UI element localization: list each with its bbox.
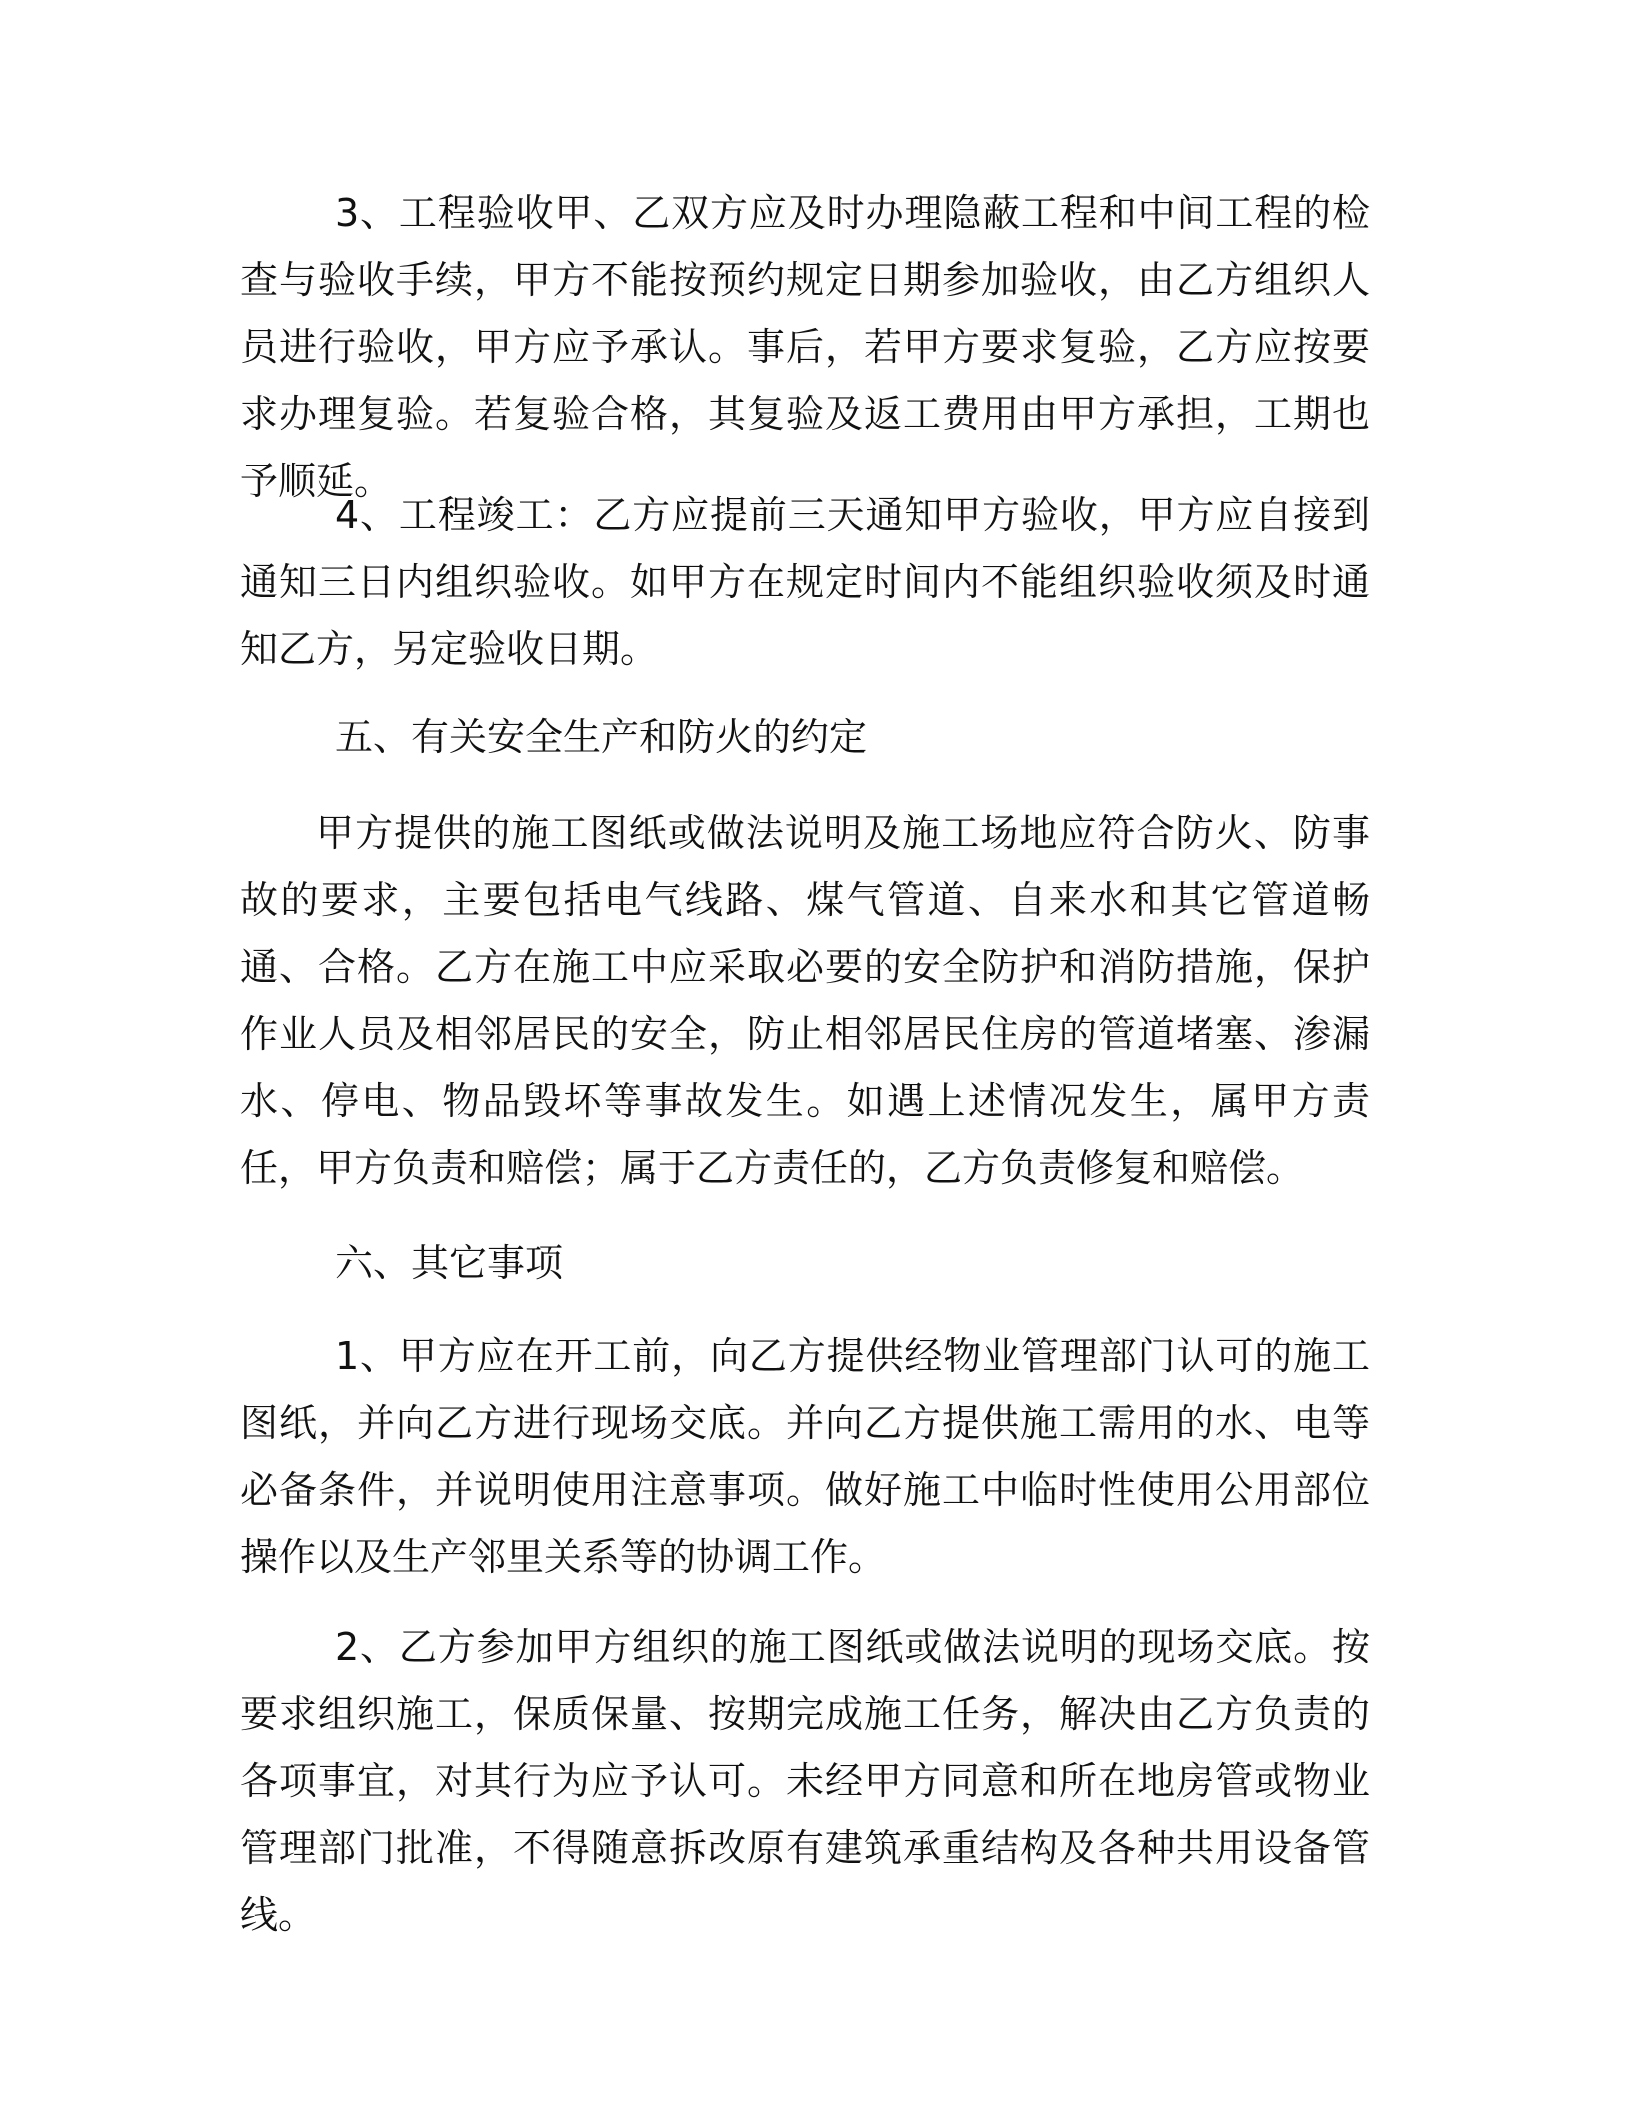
section-6-item-2: 2、乙方参加甲方组织的施工图纸或做法说明的现场交底。按要求组织施工，保质保量、按期完成施工任务，解决由乙方负责的各项事宜，对其行为应予认可。未经甲方同意和所在地房管或物业管理部门批准，不得随意拆改原有建筑承重结构及各种共用设备管线。 xyxy=(240,1625,1370,1937)
section-6-heading: 六、其它事项 xyxy=(335,1241,564,1285)
clause-3-acceptance: 3、工程验收甲、乙双方应及时办理隐蔽工程和中间工程的检查与验收手续，甲方不能按预约规定日期参加验收，由乙方组织人员进行验收，甲方应予承认。事后，若甲方要求复验，乙方应按要求办理复验。若复验合格，其复验及返工费用由甲方承担，工期也予顺延。 xyxy=(240,191,1370,503)
clause-4-completion: 4、工程竣工：乙方应提前三天通知甲方验收，甲方应自接到通知三日内组织验收。如甲方在规定时间内不能组织验收须及时通知乙方，另定验收日期。 xyxy=(240,493,1370,671)
section-6-item-1: 1、甲方应在开工前，向乙方提供经物业管理部门认可的施工图纸，并向乙方进行现场交底。并向乙方提供施工需用的水、电等必备条件，并说明使用注意事项。做好施工中临时性使用公用部位操作以及生产邻里关系等的协调工作。 xyxy=(240,1334,1370,1579)
section-5-heading: 五、有关安全生产和防火的约定 xyxy=(335,715,868,759)
section-5-body: 甲方提供的施工图纸或做法说明及施工场地应符合防火、防事故的要求，主要包括电气线路、煤气管道、自来水和其它管道畅通、合格。乙方在施工中应采取必要的安全防护和消防措施，保护作业人员及相邻居民的安全，防止相邻居民住房的管道堵塞、渗漏水、停电、物品毁坏等事故发生。如遇上述情况发生，属甲方责任，甲方负责和赔偿；属于乙方责任的，乙方负责修复和赔偿。 xyxy=(240,811,1370,1190)
